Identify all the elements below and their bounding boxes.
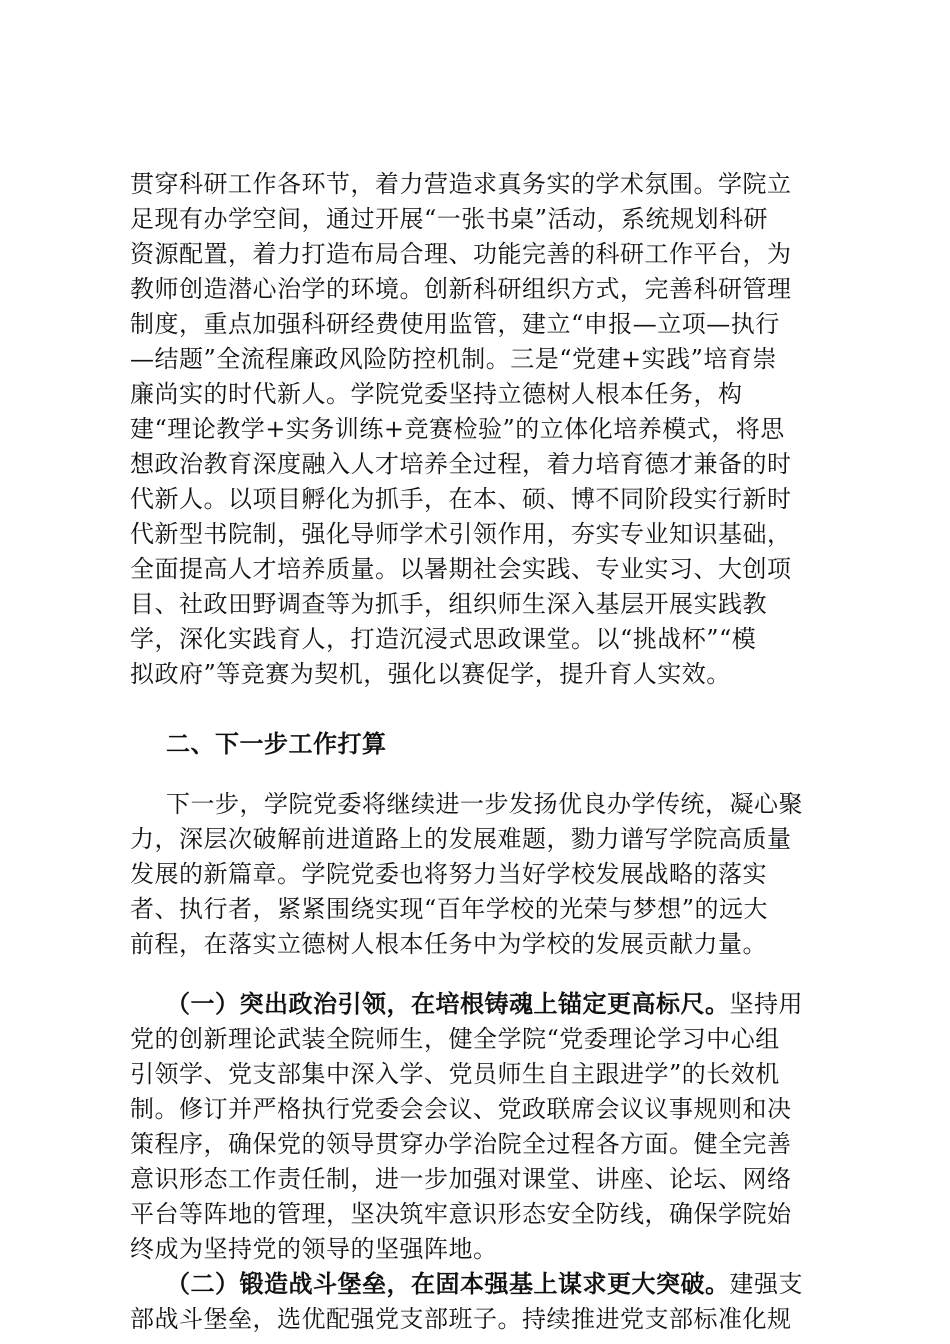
text-line: 代新型书院制，强化导师学术引领作用，夯实专业知识基础，	[130, 520, 792, 548]
text-line: 足现有办学空间，通过开展“一张书桌”活动，系统规划科研	[130, 205, 769, 233]
text-line: 前程，在落实立德树人根本任务中为学校的发展贡献力量。	[130, 930, 767, 958]
text-line: 下一步，学院党委将继续进一步发扬优良办学传统，凝心聚	[166, 790, 803, 818]
text-line: 引领学、党支部集中深入学、党员师生自主跟进学”的长效机	[130, 1060, 780, 1088]
text-line: 教师创造潜心治学的环境。创新科研组织方式，完善科研管理	[130, 275, 792, 303]
text-line: 发展的新篇章。学院党委也将努力当好学校发展战略的落实	[130, 860, 767, 888]
section-heading: 二、下一步工作打算	[166, 729, 387, 758]
text-line: 代新人。以项目孵化为抓手，在本、硕、博不同阶段实行新时	[130, 485, 792, 513]
subsection-text: 坚持用	[729, 990, 803, 1018]
text-line: 全面提高人才培养质量。以暑期社会实践、专业实习、大创项	[130, 555, 792, 583]
text-line: 制。修订并严格执行党委会会议、党政联席会议议事规则和决	[130, 1095, 792, 1123]
text-line: 廉尚实的时代新人。学院党委坚持立德树人根本任务，构	[130, 380, 743, 408]
text-line: 想政治教育深度融入人才培养全过程，着力培育德才兼备的时	[130, 450, 792, 478]
text-line: 建“理论教学+实务训练+竞赛检验”的立体化培养模式，将思	[130, 415, 785, 443]
text-line: 党的创新理论武装全院师生，健全学院“党委理论学习中心组	[130, 1025, 780, 1053]
text-line: 意识形态工作责任制，进一步加强对课堂、讲座、论坛、网络	[130, 1165, 792, 1193]
text-line: 平台等阵地的管理，坚决筑牢意识形态安全防线，确保学院始	[130, 1200, 792, 1228]
text-line: 资源配置，着力打造布局合理、功能完善的科研工作平台，为	[130, 240, 792, 268]
text-line: 拟政府”等竞赛为契机，强化以赛促学，提升育人实效。	[130, 660, 731, 688]
text-line	[166, 984, 830, 1024]
text-line: 制度，重点加强科研经费使用监管，建立“申报—立项—执行	[130, 310, 780, 338]
text-line: 者、执行者，紧紧围绕实现“百年学校的光荣与梦想”的远大	[130, 895, 769, 923]
text-line: —结题”全流程廉政风险防控机制。三是“党建+实践”培育崇	[130, 345, 777, 373]
text-line: 目、社政田野调查等为抓手，组织师生深入基层开展实践教	[130, 590, 767, 618]
text-line: 终成为坚持党的领导的坚强阵地。	[130, 1235, 498, 1263]
text-line: 部战斗堡垒，选优配强党支部班子。持续推进党支部标准化规	[130, 1305, 792, 1333]
subsection-title: （二）锻造战斗堡垒，在固本强基上谋求更大突破。	[166, 1269, 730, 1298]
subsection-title: （一）突出政治引领，在培根铸魂上锚定更高标尺。	[166, 989, 730, 1018]
text-line	[166, 1264, 830, 1304]
text-line: 贯穿科研工作各环节，着力营造求真务实的学术氛围。学院立	[130, 170, 792, 198]
text-line: 策程序，确保党的领导贯穿办学治院全过程各方面。健全完善	[130, 1130, 792, 1158]
subsection-text: 建强支	[729, 1270, 803, 1298]
text-line: 学，深化实践育人，打造沉浸式思政课堂。以“挑战杯”“模	[130, 625, 757, 653]
text-line: 力，深层次破解前进道路上的发展难题，勠力谱写学院高质量	[130, 825, 792, 853]
